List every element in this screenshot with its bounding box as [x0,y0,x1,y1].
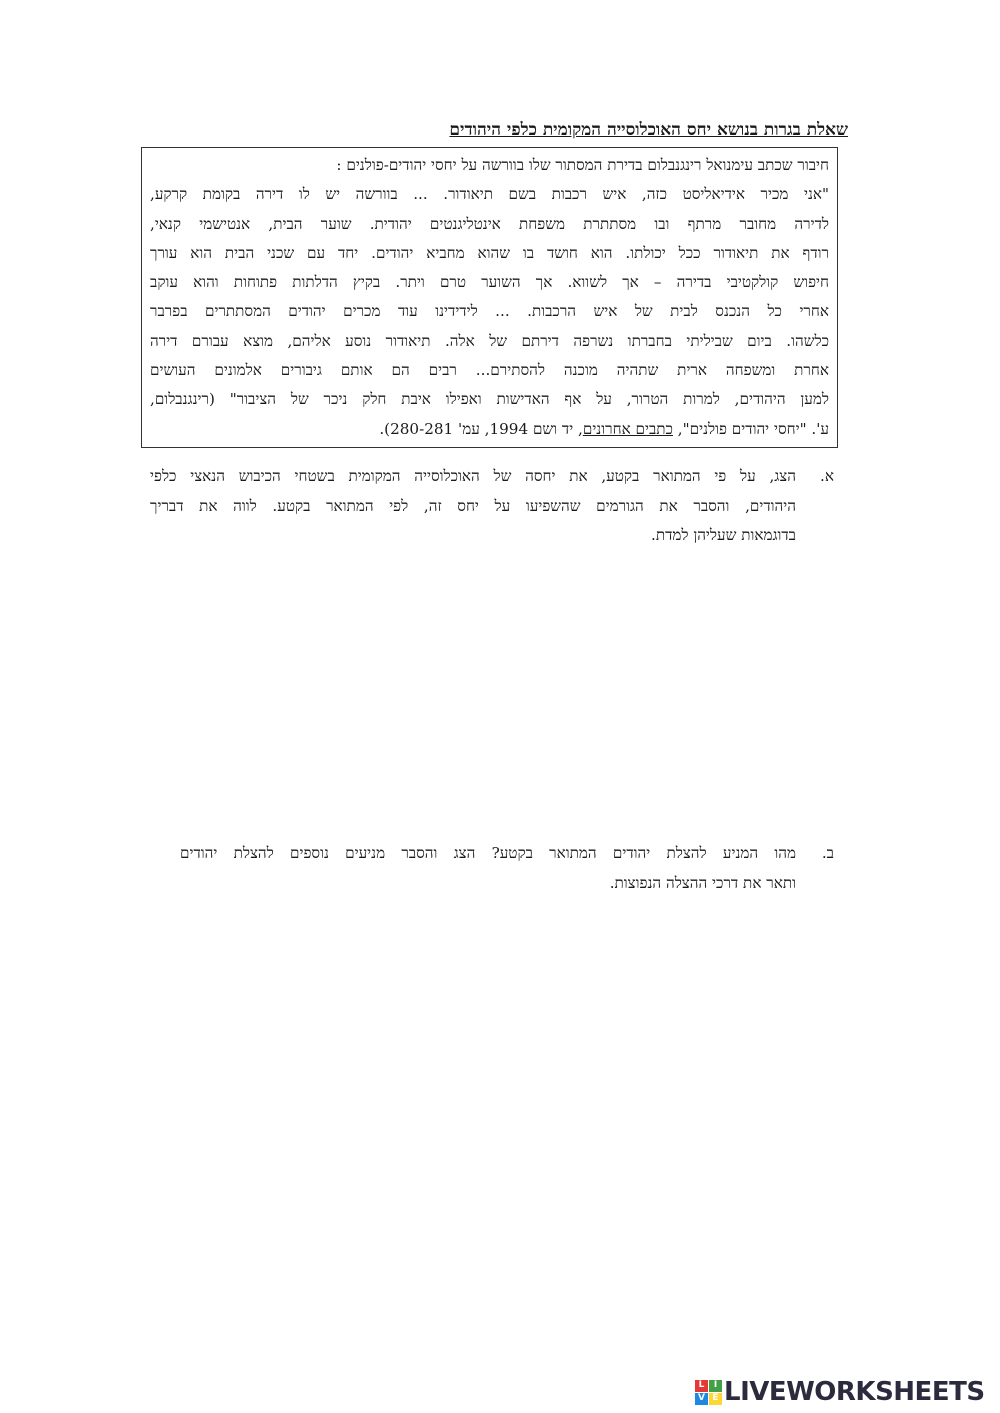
question-text [180,839,796,898]
source-line: חיפוש קולקטיבי בדירה – אך לשווא. אך השוער טרם ויתר. בקיץ הדלתות פתוחות והוא עוקב [150,273,829,292]
citation-book-title: כתבים אחרונים [582,419,673,438]
logo-letter: I [709,1380,722,1392]
source-quote-box [141,147,838,448]
source-citation [150,415,829,444]
question-line: ותאר את דרכי ההצלה הנפוצות. [609,873,796,892]
liveworksheets-logo-icon [695,1380,722,1405]
citation-suffix: , יד ושם 1994, עמ' 280-281). [379,419,583,438]
logo-letter: E [709,1393,722,1405]
source-line: רודף את תיאודור ככל יכולתו. הוא חושד בו שהוא מחביא יהודים. יחד עם שכני הבית הוא עורך [150,243,829,262]
question-text [150,462,796,551]
logo-letter: V [695,1393,708,1405]
liveworksheets-wordmark: LIVEWORKSHEETS [724,1377,985,1407]
source-line: למען היהודים, למרות הטרור, על אף האדישות ואפילו איבת חלק ניכר של הציבור" (רינגנבלום, [150,390,829,409]
question-a [150,462,834,551]
logo-letter: L [695,1380,708,1392]
source-line: לדירה מחובר מרתף ובו מסתתרת משפחת אינטליגנטים יהודית. שוער הבית, אנטישמי קנאי, [150,214,829,233]
question-letter: ב. [821,844,834,862]
question-letter: א. [820,467,834,485]
source-line: כלשהו. ביום שביליתי בחברתו נשרפה דירתם של אלה. תיאודור נוסע אליהם, מוצא עבורם דירה [150,331,829,350]
document-title: שאלת בגרות בנושא יחס האוכלוסייה המקומית כלפי היהודים [449,120,848,140]
question-line: היהודים, והסבר את הגורמים שהשפיעו על יחס זה, לפי המתואר בקטע. לווה את דבריך [150,496,796,515]
question-line: הצג, על פי המתואר בקטע, את יחסה של האוכלוסייה המקומית בשטחי הכיבוש הנאצי כלפי [150,467,796,485]
liveworksheets-logo[interactable] [695,1377,995,1407]
source-line: "אני מכיר אידיאליסט כזה, איש רכבות בשם תיאודור. ... בוורשה יש לו דירה בקומת קרקע, [150,185,829,204]
question-line: מהו המניע להצלת יהודים המתואר בקטע? הצג והסבר מניעים נוספים להצלת יהודים [180,844,796,862]
source-line: אחרת ומשפחה ארית שתהיה מוכנה להסתירם... רבים הם אותם גיבורים אלמונים העושים [150,361,829,380]
question-line: בדוגמאות שעליהן למדת. [651,526,796,544]
citation-prefix: ע'. "יחסי יהודים פולנים", [672,419,829,438]
source-line: אחרי כל הנכנס לבית של איש הרכבות. ... לידידינו עוד מכרים יהודים המסתתרים בפרבר [150,302,829,321]
source-line: חיבור שכתב עימנואל רינגנבלום בדירת המסתור שלו בוורשה על יחסי יהודים-פולנים : [336,156,829,174]
question-b [180,839,834,898]
